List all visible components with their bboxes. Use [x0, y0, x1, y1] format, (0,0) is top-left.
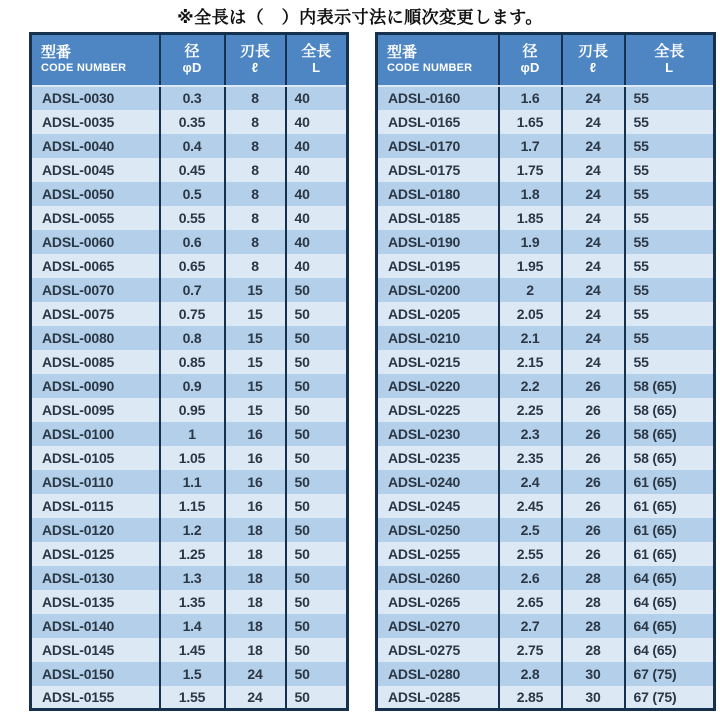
overall-length-cell: 40	[286, 206, 348, 230]
diameter-cell: 2.85	[499, 686, 562, 710]
flute-length-cell: 26	[562, 494, 625, 518]
header-overall-length	[286, 34, 348, 86]
code-cell: ADSL-0100	[31, 422, 160, 446]
flute-length-cell: 26	[562, 470, 625, 494]
diameter-cell: 1.2	[160, 518, 225, 542]
overall-length-cell: 55	[625, 206, 715, 230]
table-row	[31, 134, 348, 158]
table-row	[377, 302, 715, 326]
overall-length-cell: 50	[286, 278, 348, 302]
table-row	[377, 86, 715, 110]
diameter-cell: 1.15	[160, 494, 225, 518]
overall-length-cell: 67 (75)	[625, 686, 715, 710]
flute-length-cell: 26	[562, 374, 625, 398]
table-row	[377, 398, 715, 422]
diameter-cell: 0.65	[160, 254, 225, 278]
overall-length-cell: 50	[286, 470, 348, 494]
flute-length-cell: 26	[562, 446, 625, 470]
flute-length-cell: 15	[225, 398, 286, 422]
overall-length-cell: 50	[286, 686, 348, 710]
diameter-cell: 0.75	[160, 302, 225, 326]
header-diameter-jp: 径	[184, 43, 200, 61]
flute-length-cell: 24	[562, 230, 625, 254]
overall-length-cell: 61 (65)	[625, 542, 715, 566]
table-row	[377, 254, 715, 278]
code-cell: ADSL-0205	[377, 302, 499, 326]
flute-length-cell: 28	[562, 614, 625, 638]
code-cell: ADSL-0285	[377, 686, 499, 710]
diameter-cell: 0.55	[160, 206, 225, 230]
table-row	[377, 350, 715, 374]
table-header	[31, 34, 348, 86]
table-row	[377, 566, 715, 590]
diameter-cell: 1.65	[499, 110, 562, 134]
table-row	[377, 206, 715, 230]
code-cell: ADSL-0225	[377, 398, 499, 422]
table-row	[31, 278, 348, 302]
overall-length-cell: 50	[286, 326, 348, 350]
code-cell: ADSL-0055	[31, 206, 160, 230]
flute-length-cell: 8	[225, 134, 286, 158]
flute-length-cell: 16	[225, 494, 286, 518]
diameter-cell: 2.7	[499, 614, 562, 638]
code-cell: ADSL-0175	[377, 158, 499, 182]
header-flute-length-jp: 刃長	[239, 43, 270, 61]
table-row	[31, 686, 348, 710]
table-row	[377, 494, 715, 518]
overall-length-cell: 50	[286, 302, 348, 326]
header-flute-length	[562, 34, 625, 86]
table-body-right	[377, 86, 715, 710]
overall-length-cell: 55	[625, 302, 715, 326]
code-cell: ADSL-0210	[377, 326, 499, 350]
table-row	[377, 158, 715, 182]
header-code-en: CODE NUMBER	[387, 61, 473, 74]
code-cell: ADSL-0230	[377, 422, 499, 446]
overall-length-cell: 55	[625, 182, 715, 206]
code-cell: ADSL-0035	[31, 110, 160, 134]
flute-length-cell: 8	[225, 254, 286, 278]
flute-length-cell: 8	[225, 182, 286, 206]
table-row	[31, 518, 348, 542]
flute-length-cell: 16	[225, 470, 286, 494]
header-diameter-jp: 径	[522, 43, 538, 61]
code-cell: ADSL-0220	[377, 374, 499, 398]
header-code-jp: 型番	[387, 43, 418, 61]
table-row	[31, 566, 348, 590]
table-row	[377, 110, 715, 134]
overall-length-cell: 50	[286, 638, 348, 662]
table-row	[377, 446, 715, 470]
flute-length-cell: 8	[225, 206, 286, 230]
overall-length-cell: 61 (65)	[625, 518, 715, 542]
overall-length-cell: 50	[286, 398, 348, 422]
code-cell: ADSL-0060	[31, 230, 160, 254]
overall-length-cell: 55	[625, 278, 715, 302]
diameter-cell: 2.35	[499, 446, 562, 470]
overall-length-cell: 50	[286, 662, 348, 686]
table-row	[31, 302, 348, 326]
flute-length-cell: 16	[225, 446, 286, 470]
overall-length-cell: 64 (65)	[625, 590, 715, 614]
code-cell: ADSL-0265	[377, 590, 499, 614]
overall-length-cell: 55	[625, 110, 715, 134]
table-row	[31, 254, 348, 278]
flute-length-cell: 28	[562, 638, 625, 662]
flute-length-cell: 30	[562, 662, 625, 686]
header-overall-length	[625, 34, 715, 86]
code-cell: ADSL-0080	[31, 326, 160, 350]
code-cell: ADSL-0160	[377, 86, 499, 110]
flute-length-cell: 24	[225, 662, 286, 686]
code-cell: ADSL-0030	[31, 86, 160, 110]
overall-length-cell: 50	[286, 374, 348, 398]
flute-length-cell: 24	[562, 350, 625, 374]
overall-length-cell: 55	[625, 230, 715, 254]
overall-length-cell: 40	[286, 230, 348, 254]
flute-length-cell: 24	[562, 278, 625, 302]
diameter-cell: 2.05	[499, 302, 562, 326]
diameter-cell: 0.3	[160, 86, 225, 110]
code-cell: ADSL-0110	[31, 470, 160, 494]
header-code-en: CODE NUMBER	[41, 61, 127, 74]
overall-length-cell: 61 (65)	[625, 494, 715, 518]
table-row	[31, 470, 348, 494]
code-cell: ADSL-0270	[377, 614, 499, 638]
table-row	[377, 614, 715, 638]
diameter-cell: 1.5	[160, 662, 225, 686]
table-row	[377, 638, 715, 662]
flute-length-cell: 8	[225, 86, 286, 110]
code-cell: ADSL-0125	[31, 542, 160, 566]
code-cell: ADSL-0155	[31, 686, 160, 710]
flute-length-cell: 24	[225, 686, 286, 710]
code-cell: ADSL-0275	[377, 638, 499, 662]
header-flute-length-symbol: ℓ	[251, 60, 259, 76]
diameter-cell: 0.6	[160, 230, 225, 254]
diameter-cell: 1.05	[160, 446, 225, 470]
flute-length-cell: 26	[562, 422, 625, 446]
table-row	[377, 686, 715, 710]
header-overall-length-jp: 全長	[301, 43, 332, 61]
code-cell: ADSL-0040	[31, 134, 160, 158]
code-cell: ADSL-0105	[31, 446, 160, 470]
table-row	[31, 206, 348, 230]
table-row	[377, 542, 715, 566]
table-row	[377, 590, 715, 614]
table-row	[31, 590, 348, 614]
header-code-jp: 型番	[41, 43, 72, 61]
diameter-cell: 1.3	[160, 566, 225, 590]
overall-length-cell: 40	[286, 158, 348, 182]
flute-length-cell: 24	[562, 302, 625, 326]
overall-length-cell: 50	[286, 494, 348, 518]
table-row	[31, 542, 348, 566]
diameter-cell: 2.75	[499, 638, 562, 662]
overall-length-cell: 50	[286, 614, 348, 638]
code-cell: ADSL-0240	[377, 470, 499, 494]
flute-length-cell: 18	[225, 566, 286, 590]
diameter-cell: 1	[160, 422, 225, 446]
header-flute-length	[225, 34, 286, 86]
overall-length-cell: 50	[286, 542, 348, 566]
header-diameter-symbol: φD	[520, 60, 540, 76]
header-code-number	[377, 34, 499, 86]
flute-length-cell: 30	[562, 686, 625, 710]
table-row	[31, 158, 348, 182]
diameter-cell: 0.35	[160, 110, 225, 134]
overall-length-cell: 61 (65)	[625, 470, 715, 494]
flute-length-cell: 26	[562, 542, 625, 566]
table-header	[377, 34, 715, 86]
code-cell: ADSL-0115	[31, 494, 160, 518]
header-diameter	[499, 34, 562, 86]
code-cell: ADSL-0075	[31, 302, 160, 326]
code-cell: ADSL-0195	[377, 254, 499, 278]
diameter-cell: 0.5	[160, 182, 225, 206]
overall-length-cell: 67 (75)	[625, 662, 715, 686]
table-row	[377, 182, 715, 206]
diameter-cell: 2.4	[499, 470, 562, 494]
flute-length-cell: 15	[225, 302, 286, 326]
diameter-cell: 2.55	[499, 542, 562, 566]
table-row	[377, 422, 715, 446]
table-row	[377, 518, 715, 542]
flute-length-cell: 8	[225, 110, 286, 134]
diameter-cell: 2.65	[499, 590, 562, 614]
flute-length-cell: 15	[225, 350, 286, 374]
flute-length-cell: 24	[562, 158, 625, 182]
overall-length-cell: 50	[286, 350, 348, 374]
overall-length-cell: 40	[286, 110, 348, 134]
diameter-cell: 1.4	[160, 614, 225, 638]
flute-length-cell: 8	[225, 158, 286, 182]
code-cell: ADSL-0235	[377, 446, 499, 470]
diameter-cell: 2.2	[499, 374, 562, 398]
table-row	[377, 230, 715, 254]
overall-length-cell: 40	[286, 182, 348, 206]
flute-length-cell: 24	[562, 86, 625, 110]
table-body-left	[31, 86, 348, 710]
diameter-cell: 0.4	[160, 134, 225, 158]
table-row	[377, 278, 715, 302]
code-cell: ADSL-0255	[377, 542, 499, 566]
code-cell: ADSL-0190	[377, 230, 499, 254]
code-cell: ADSL-0045	[31, 158, 160, 182]
overall-length-cell: 55	[625, 158, 715, 182]
code-cell: ADSL-0185	[377, 206, 499, 230]
diameter-cell: 0.45	[160, 158, 225, 182]
code-cell: ADSL-0130	[31, 566, 160, 590]
flute-length-cell: 26	[562, 518, 625, 542]
flute-length-cell: 18	[225, 518, 286, 542]
flute-length-cell: 15	[225, 374, 286, 398]
header-flute-length-jp: 刃長	[577, 43, 608, 61]
diameter-cell: 0.8	[160, 326, 225, 350]
diameter-cell: 2.8	[499, 662, 562, 686]
code-cell: ADSL-0050	[31, 182, 160, 206]
overall-length-cell: 64 (65)	[625, 614, 715, 638]
code-cell: ADSL-0095	[31, 398, 160, 422]
diameter-cell: 0.7	[160, 278, 225, 302]
overall-length-cell: 58 (65)	[625, 422, 715, 446]
diameter-cell: 1.95	[499, 254, 562, 278]
flute-length-cell: 15	[225, 278, 286, 302]
code-cell: ADSL-0245	[377, 494, 499, 518]
diameter-cell: 2.1	[499, 326, 562, 350]
table-row	[31, 446, 348, 470]
code-cell: ADSL-0150	[31, 662, 160, 686]
code-cell: ADSL-0260	[377, 566, 499, 590]
header-overall-length-symbol: L	[665, 60, 674, 76]
flute-length-cell: 24	[562, 182, 625, 206]
table-row	[31, 422, 348, 446]
table-row	[377, 662, 715, 686]
flute-length-cell: 24	[562, 254, 625, 278]
diameter-cell: 1.9	[499, 230, 562, 254]
overall-length-cell: 58 (65)	[625, 374, 715, 398]
table-row	[31, 350, 348, 374]
table-row	[377, 326, 715, 350]
overall-length-cell: 55	[625, 134, 715, 158]
length-change-note: ※全長は（ ）内表示寸法に順次変更します。	[177, 8, 543, 27]
overall-length-cell: 55	[625, 350, 715, 374]
overall-length-cell: 50	[286, 518, 348, 542]
overall-length-cell: 58 (65)	[625, 446, 715, 470]
diameter-cell: 2.45	[499, 494, 562, 518]
table-row	[31, 398, 348, 422]
diameter-cell: 1.25	[160, 542, 225, 566]
table-row	[31, 614, 348, 638]
header-flute-length-symbol: ℓ	[589, 60, 597, 76]
table-row	[31, 374, 348, 398]
code-cell: ADSL-0140	[31, 614, 160, 638]
overall-length-cell: 64 (65)	[625, 566, 715, 590]
table-row	[31, 662, 348, 686]
code-cell: ADSL-0200	[377, 278, 499, 302]
header-code-number	[31, 34, 160, 86]
diameter-cell: 1.8	[499, 182, 562, 206]
code-cell: ADSL-0170	[377, 134, 499, 158]
diameter-cell: 2.25	[499, 398, 562, 422]
diameter-cell: 2.5	[499, 518, 562, 542]
diameter-cell: 0.9	[160, 374, 225, 398]
overall-length-cell: 55	[625, 326, 715, 350]
flute-length-cell: 26	[562, 398, 625, 422]
table-row	[31, 230, 348, 254]
flute-length-cell: 24	[562, 110, 625, 134]
table-row	[31, 86, 348, 110]
diameter-cell: 1.55	[160, 686, 225, 710]
flute-length-cell: 16	[225, 422, 286, 446]
code-cell: ADSL-0250	[377, 518, 499, 542]
code-cell: ADSL-0065	[31, 254, 160, 278]
header-overall-length-jp: 全長	[654, 43, 685, 61]
spec-table-left	[29, 32, 349, 711]
code-cell: ADSL-0280	[377, 662, 499, 686]
diameter-cell: 1.45	[160, 638, 225, 662]
table-row	[31, 638, 348, 662]
table-row	[31, 110, 348, 134]
flute-length-cell: 8	[225, 230, 286, 254]
diameter-cell: 1.6	[499, 86, 562, 110]
code-cell: ADSL-0215	[377, 350, 499, 374]
overall-length-cell: 55	[625, 254, 715, 278]
overall-length-cell: 64 (65)	[625, 638, 715, 662]
flute-length-cell: 28	[562, 566, 625, 590]
code-cell: ADSL-0145	[31, 638, 160, 662]
diameter-cell: 1.75	[499, 158, 562, 182]
spec-table-right	[375, 32, 716, 711]
code-cell: ADSL-0165	[377, 110, 499, 134]
header-diameter	[160, 34, 225, 86]
diameter-cell: 2.3	[499, 422, 562, 446]
table-row	[31, 326, 348, 350]
table-row	[377, 374, 715, 398]
diameter-cell: 2.6	[499, 566, 562, 590]
overall-length-cell: 50	[286, 446, 348, 470]
flute-length-cell: 28	[562, 590, 625, 614]
code-cell: ADSL-0120	[31, 518, 160, 542]
overall-length-cell: 40	[286, 254, 348, 278]
diameter-cell: 1.7	[499, 134, 562, 158]
diameter-cell: 0.85	[160, 350, 225, 374]
table-row	[377, 470, 715, 494]
overall-length-cell: 58 (65)	[625, 398, 715, 422]
header-diameter-symbol: φD	[182, 60, 202, 76]
flute-length-cell: 24	[562, 326, 625, 350]
overall-length-cell: 40	[286, 134, 348, 158]
diameter-cell: 1.1	[160, 470, 225, 494]
flute-length-cell: 18	[225, 638, 286, 662]
code-cell: ADSL-0180	[377, 182, 499, 206]
diameter-cell: 2.15	[499, 350, 562, 374]
diameter-cell: 1.85	[499, 206, 562, 230]
diameter-cell: 1.35	[160, 590, 225, 614]
overall-length-cell: 50	[286, 422, 348, 446]
overall-length-cell: 55	[625, 86, 715, 110]
code-cell: ADSL-0085	[31, 350, 160, 374]
diameter-cell: 0.95	[160, 398, 225, 422]
code-cell: ADSL-0070	[31, 278, 160, 302]
flute-length-cell: 18	[225, 542, 286, 566]
code-cell: ADSL-0135	[31, 590, 160, 614]
table-row	[377, 134, 715, 158]
table-row	[31, 182, 348, 206]
code-cell: ADSL-0090	[31, 374, 160, 398]
flute-length-cell: 18	[225, 590, 286, 614]
flute-length-cell: 24	[562, 206, 625, 230]
flute-length-cell: 18	[225, 614, 286, 638]
header-overall-length-symbol: L	[312, 60, 321, 76]
flute-length-cell: 15	[225, 326, 286, 350]
table-row	[31, 494, 348, 518]
flute-length-cell: 24	[562, 134, 625, 158]
overall-length-cell: 50	[286, 566, 348, 590]
overall-length-cell: 50	[286, 590, 348, 614]
diameter-cell: 2	[499, 278, 562, 302]
overall-length-cell: 40	[286, 86, 348, 110]
